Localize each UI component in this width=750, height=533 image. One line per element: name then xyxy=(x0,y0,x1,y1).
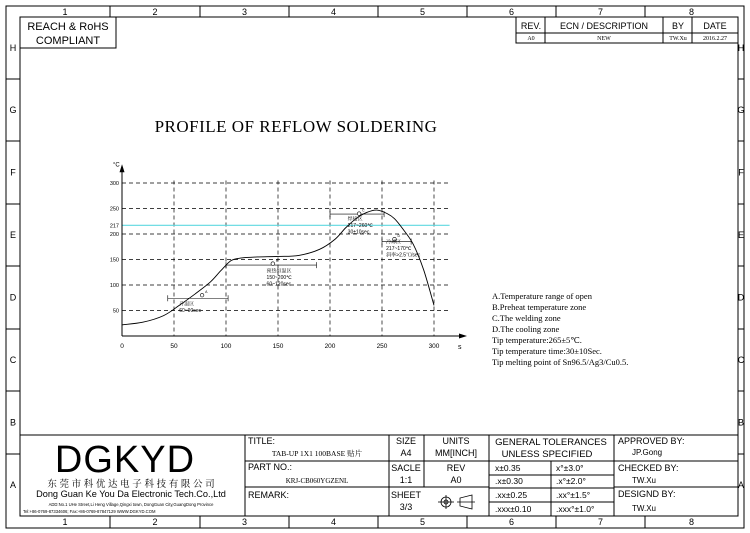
units-label: UNITS xyxy=(442,436,470,446)
size-label: SIZE xyxy=(395,436,417,446)
title-label: TITLE: xyxy=(248,436,276,446)
approved-label: APPROVED BY: xyxy=(618,436,685,446)
column-marker-top: 2 xyxy=(152,7,158,17)
note-line: Tip temperature:265±5℃. xyxy=(492,335,582,345)
y-tick-label: 50 xyxy=(112,308,119,315)
column-marker-top: 7 xyxy=(597,7,604,17)
zone-annotation-text: 预热恒温区 xyxy=(266,268,292,275)
y-axis-unit: °C xyxy=(113,162,120,169)
zone-annotations xyxy=(168,209,421,314)
y-tick-label: 100 xyxy=(109,283,119,289)
zone-letter: A xyxy=(205,290,208,295)
row-marker-right: B xyxy=(737,417,745,428)
row-marker-left: A xyxy=(9,480,17,490)
zone-annotation-text: 217~260℃ xyxy=(347,223,373,230)
column-marker-top: 1 xyxy=(62,7,68,17)
scale-label: SACLE xyxy=(391,463,421,473)
title-value: TAB-UP 1X1 100BASE 贴片 xyxy=(271,449,363,458)
tolerance-linear: .xx±0.25 xyxy=(495,490,528,500)
column-marker-top: 8 xyxy=(688,7,695,17)
column-marker-bottom: 8 xyxy=(688,517,695,527)
row-markers-left xyxy=(6,43,20,490)
note-line: Tip temperature time:30±10Sec. xyxy=(492,346,602,356)
x-tick-label: 300 xyxy=(428,343,440,350)
row-marker-right: G xyxy=(737,105,745,115)
row-marker-left: F xyxy=(10,167,16,178)
rev-cell-desc: NEW xyxy=(597,36,611,42)
company-logo: DGKYD xyxy=(54,439,196,481)
zone-annotation-text: 150~200℃ xyxy=(266,274,292,281)
row-marker-right: H xyxy=(737,43,745,53)
zone-letter: C xyxy=(362,208,365,213)
y-axis-arrow xyxy=(120,164,125,172)
zone-annotation-text: 217~170℃ xyxy=(386,246,412,253)
column-marker-top: 3 xyxy=(241,7,248,17)
scale-value: 1:1 xyxy=(399,475,413,485)
row-markers-right xyxy=(737,43,744,490)
revision-table xyxy=(516,17,738,43)
compliance-line1: REACH & RoHS xyxy=(27,21,109,33)
x-tick-label: 150 xyxy=(272,343,284,350)
x-axis-arrow xyxy=(459,334,467,339)
reflow-chart xyxy=(110,162,467,351)
drawing-title: PROFILE OF REFLOW SOLDERING xyxy=(154,117,438,136)
company-contact: Tel:+86-0769-87334606; Fax:+86-0769-87847129 WWW.DGKYD.COM xyxy=(23,509,156,514)
x-tick-label: 100 xyxy=(220,343,232,350)
zone-annotation-text: 冷却区 xyxy=(386,239,402,246)
company-name-cn: 东 莞 市 科 优 达 电 子 科 技 有 限 公 司 xyxy=(47,479,215,490)
row-marker-left: C xyxy=(9,355,17,365)
column-marker-bottom: 2 xyxy=(152,517,158,527)
x-tick-label: 0 xyxy=(120,343,124,350)
rev-cell-rev: A0 xyxy=(527,36,535,42)
row-marker-right: F xyxy=(738,167,744,178)
zone-annotation-text: 60~120sec xyxy=(266,281,292,288)
company-name-en: Dong Guan Ke You Da Electronic Tech.Co.,Ltd xyxy=(36,489,226,499)
projection-symbol-icon xyxy=(438,495,475,509)
tolerance-angular: x°±3.0° xyxy=(556,463,584,473)
sheet-value: 3/3 xyxy=(399,502,413,512)
rev-label: REV xyxy=(446,463,466,473)
column-marker-top: 5 xyxy=(419,7,426,17)
row-marker-right: A xyxy=(737,480,745,490)
row-marker-left: B xyxy=(9,417,17,428)
designed-label: DESIGND BY: xyxy=(618,489,676,499)
x-axis-unit: s xyxy=(458,344,462,351)
column-markers-top xyxy=(62,6,694,17)
zone-marker-icon xyxy=(357,212,361,216)
sheet-label: SHEET xyxy=(390,490,422,500)
designed-value: TW.Xu xyxy=(632,504,657,513)
x-tick-labels xyxy=(120,343,440,350)
zone-annotation-text: 60~90sec xyxy=(179,307,202,314)
y-tick-label: 300 xyxy=(109,181,119,187)
part-no-value: KRJ-CB060YGZENL xyxy=(285,477,349,485)
tolerance-angular: .xxx°±1.0° xyxy=(556,504,595,514)
notes-block xyxy=(492,291,628,367)
remark-label: REMARK: xyxy=(248,490,290,500)
compliance-box xyxy=(20,17,116,48)
rev-header-date: DATE xyxy=(703,21,727,31)
column-marker-bottom: 4 xyxy=(330,517,337,527)
part-no-label: PART NO.: xyxy=(248,462,293,472)
tolerance-title-1: GENERAL TOLERANCES xyxy=(495,437,607,448)
units-value: MM[INCH] xyxy=(435,448,477,458)
compliance-line2: COMPLIANT xyxy=(35,35,101,47)
row-marker-left: D xyxy=(9,292,17,303)
checked-value: TW.Xu xyxy=(632,476,657,485)
row-marker-right: C xyxy=(737,355,745,365)
size-value: A4 xyxy=(400,448,412,458)
note-line: A.Temperature range of open xyxy=(492,291,592,301)
tolerance-linear: .x±0.30 xyxy=(495,476,523,486)
y-tick-label: 150 xyxy=(109,257,119,264)
note-line: D.The cooling zone xyxy=(492,324,560,334)
zone-annotation-text: 斜率>2.5℃/sec xyxy=(386,252,421,259)
rev-value: A0 xyxy=(450,475,462,485)
row-marker-left: G xyxy=(9,105,17,115)
y-tick-labels xyxy=(110,181,119,315)
checked-label: CHECKED BY: xyxy=(618,463,679,473)
rev-cell-by: TW.Xu xyxy=(669,36,687,42)
row-marker-right: D xyxy=(737,292,745,303)
x-tick-label: 200 xyxy=(324,343,336,350)
tolerance-angular: .x°±2.0° xyxy=(556,476,586,486)
zone-annotation-text: 焊接区 xyxy=(347,216,363,223)
company-address: ADD:No.1 UHe Street,Li Heng Village,Qingxi town, DongGuan City,GuangDong Province xyxy=(48,502,214,507)
approved-value: JP.Gong xyxy=(632,448,663,457)
zone-marker-icon xyxy=(271,262,275,266)
x-tick-label: 250 xyxy=(376,343,388,350)
y-tick-label: 217 xyxy=(109,223,119,230)
zone-letter: B xyxy=(275,258,279,263)
tolerance-linear: x±0.35 xyxy=(495,463,521,473)
rev-header-rev: REV. xyxy=(520,21,542,31)
column-marker-bottom: 3 xyxy=(241,517,248,527)
note-line: B.Preheat temperature zone xyxy=(492,302,587,312)
x-tick-label: 50 xyxy=(170,343,178,350)
column-marker-bottom: 5 xyxy=(419,517,426,527)
zone-annotation-text: 升温区 xyxy=(179,301,195,308)
note-line: C.The welding zone xyxy=(492,313,561,323)
column-marker-bottom: 7 xyxy=(597,517,604,527)
y-tick-label: 250 xyxy=(109,206,119,213)
y-tick-label: 200 xyxy=(109,232,119,238)
zone-annotation-text: 30±10sec xyxy=(347,229,370,236)
title-block xyxy=(20,435,738,516)
column-marker-bottom: 1 xyxy=(62,517,68,527)
rev-header-desc: ECN / DESCRIPTION xyxy=(559,21,649,31)
tolerance-linear: .xxx±0.10 xyxy=(495,504,532,514)
column-marker-bottom: 6 xyxy=(508,517,515,527)
rev-header-by: BY xyxy=(671,21,685,31)
rev-cell-date: 2016.2.27 xyxy=(703,36,727,42)
column-marker-top: 4 xyxy=(330,7,337,17)
row-marker-left: E xyxy=(9,230,17,240)
column-markers-bottom xyxy=(62,516,694,528)
column-marker-top: 6 xyxy=(508,7,515,17)
tolerance-title-2: UNLESS SPECIFIED xyxy=(501,449,593,460)
tolerance-angular: .xx°±1.5° xyxy=(556,490,591,500)
zone-letter: D xyxy=(397,234,401,239)
zone-marker-icon xyxy=(200,293,204,297)
row-marker-left: H xyxy=(9,43,17,53)
row-marker-right: E xyxy=(737,230,745,240)
note-line: Tip melting point of Sn96.5/Ag3/Cu0.5. xyxy=(492,357,629,367)
